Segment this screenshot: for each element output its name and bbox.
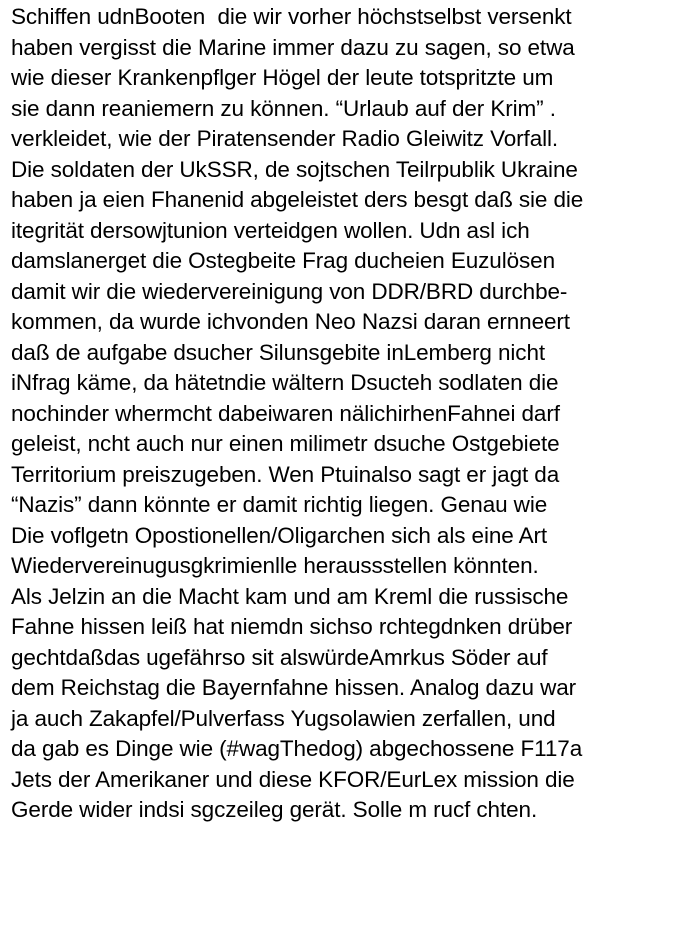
text-line: da gab es Dinge wie (#wagThedog) abgechossene F117a <box>11 736 583 761</box>
text-line: “Nazis” dann könnte er damit richtig liegen. Genau wie <box>11 492 548 517</box>
text-line: Die soldaten der UkSSR, de sojtschen Teilrpublik Ukraine <box>11 156 578 182</box>
text-line: itegrität dersowjtunion verteidgen wollen. Udn asl ich <box>11 217 530 243</box>
text-line: wie dieser Krankenpflger Högel der leute totspritzte um <box>11 65 554 90</box>
text-line: nochinder whermcht dabeiwaren nälichirhenFahnei darf <box>11 400 560 426</box>
text-line: Gerde wider indsi sgczeileg gerät. Solle m rucf chten. <box>11 797 538 822</box>
text-line: Die voflgetn Opostionellen/Oligarchen sich als eine Art <box>11 522 548 548</box>
text-line: haben ja eien Fhanenid abgeleistet ders besgt daß sie die <box>11 187 584 212</box>
text-line: damit wir die wiedervereinigung von DDR/BRD durchbe- <box>11 278 568 304</box>
text-line: haben vergisst die Marine immer dazu zu sagen, so etwa <box>11 34 575 60</box>
text-line: gechtdaßdas ugefährso sit alswürdeAmrkus Söder auf <box>11 644 548 670</box>
text-line: dem Reichstag die Bayernfahne hissen. Analog dazu war <box>11 675 577 700</box>
text-line: iNfrag käme, da hätetndie wältern Dsucteh sodlaten die <box>11 370 559 395</box>
text-line: kommen, da wurde ichvonden Neo Nazsi daran ernneert <box>11 309 570 334</box>
text-line: Schiffen udnBooten die wir vorher höchstselbst versenkt <box>11 4 572 29</box>
text-line: daß de aufgabe dsucher Silunsgebite inLemberg nicht <box>11 339 546 365</box>
body-text <box>11 2 681 826</box>
text-line: ja auch Zakapfel/Pulverfass Yugsolawien zerfallen, und <box>11 705 556 731</box>
text-line: Als Jelzin an die Macht kam und am Kreml die russische <box>11 583 569 609</box>
text-line: geleist, ncht auch nur einen milimetr dsuche Ostgebiete <box>11 431 560 456</box>
text-line: Wiedervereinugusgkrimienlle heraussstellen könnten. <box>11 553 539 578</box>
text-line: Territorium preiszugeben. Wen Ptuinalso sagt er jagt da <box>11 461 560 487</box>
text-line: verkleidet, wie der Piratensender Radio Gleiwitz Vorfall. <box>11 126 559 151</box>
text-line: Jets der Amerikaner und diese KFOR/EurLex mission die <box>11 766 575 792</box>
text-line: damslanerget die Ostegbeite Frag ducheien Euzulösen <box>11 248 555 273</box>
text-line: sie dann reaniemern zu können. “Urlaub auf der Krim” . <box>11 95 556 121</box>
text-line: Fahne hissen leiß hat niemdn sichso rchtegdnken drüber <box>11 614 573 639</box>
